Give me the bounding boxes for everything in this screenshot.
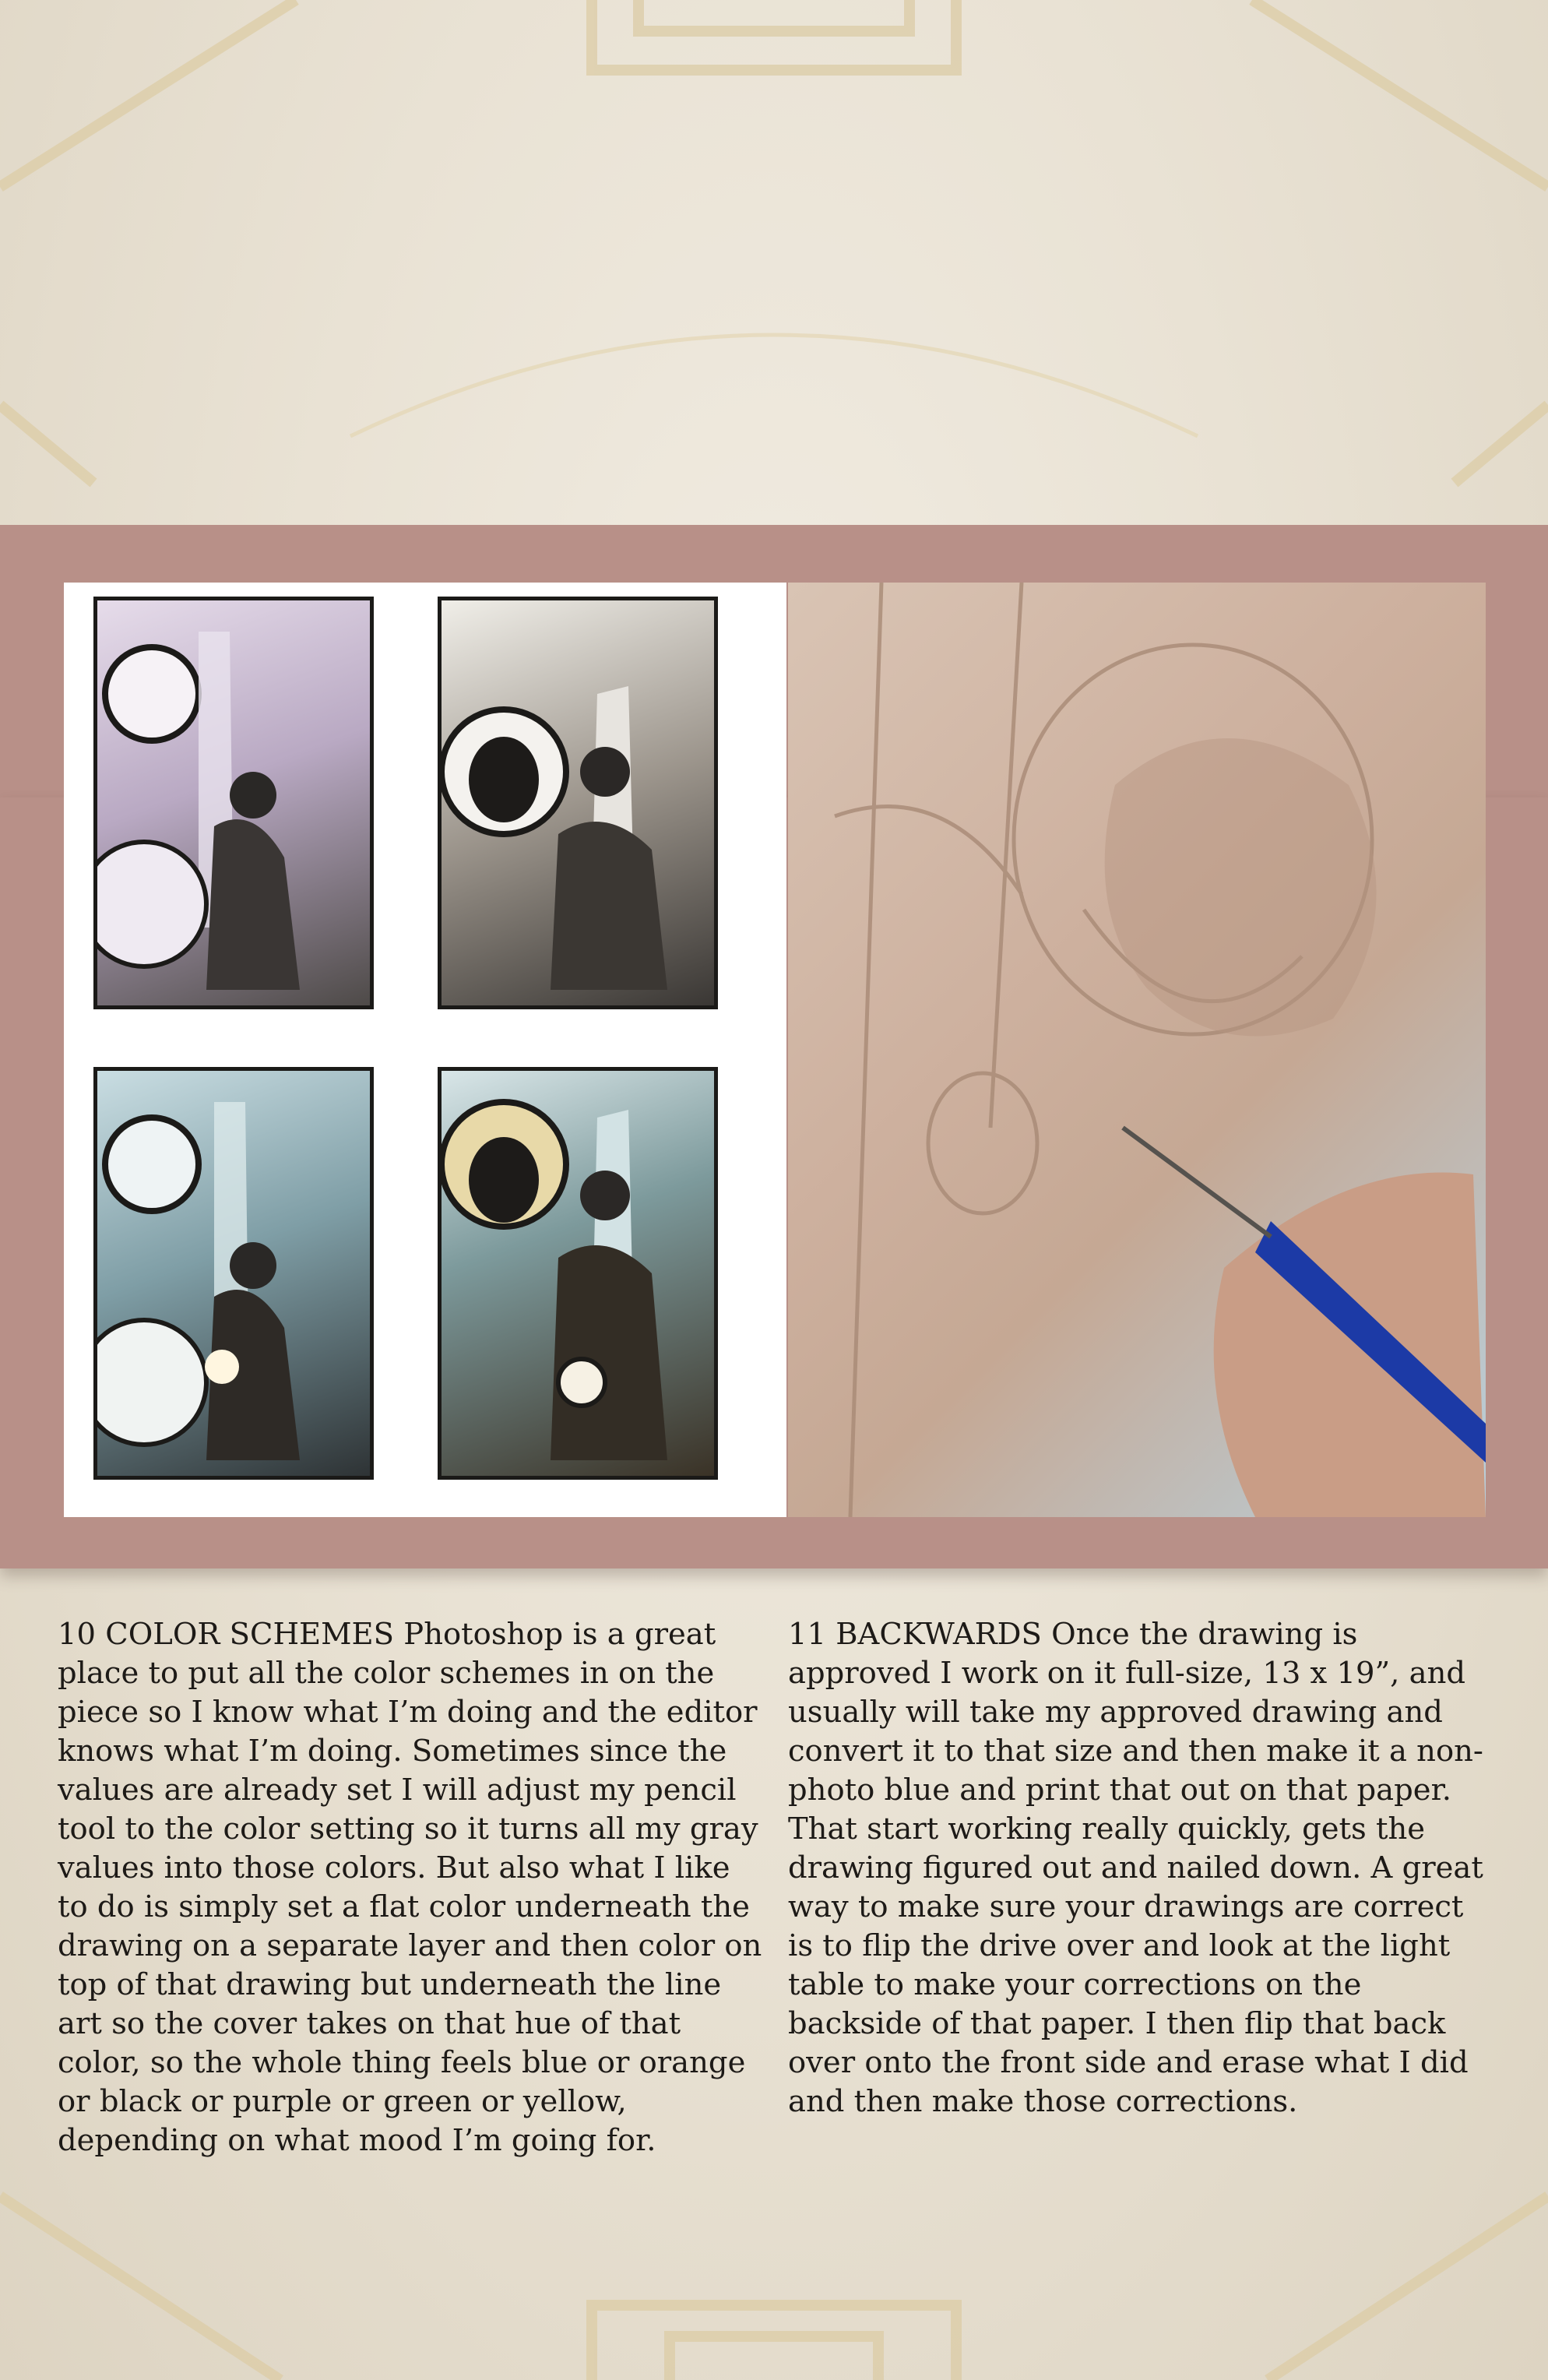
light-table-drawing-photo [788,583,1486,1517]
section-11-number: 11 [788,1617,826,1652]
section-11-heading: BACKWARDS [836,1617,1042,1652]
section-10-heading: COLOR SCHEMES [105,1617,395,1652]
thumbnail-sepia-scheme [438,597,718,1009]
section-10-number: 10 [58,1617,96,1652]
color-scheme-thumbnails [64,583,786,1517]
section-11-text [788,1615,1489,2121]
section-10-body: Photoshop is a great place to put all the color schemes in on the piece so I know what I’m doing and the editor knows what I’m doing. Sometimes since the values are already set I will adjust my pencil tool to the color setting so it turns all my gray values into those colors. But also what I like to do is simply set a flat color underneath the drawing on a separate layer and then color on top of that drawing but underneath the line art so the cover takes on that hue of that color, so the whole thing feels blue or orange or black or purple or green or yellow, depending on what mood I’m going for. [58,1617,762,2158]
section-10-text [58,1615,766,2160]
thumbnail-teal-scheme [438,1067,718,1480]
thumbnail-purple-scheme [93,597,374,1009]
thumbnail-blue-scheme [93,1067,374,1480]
section-11-body: Once the drawing is approved I work on it full-size, 13 x 19”, and usually will take my approved drawing and convert it to that size and then make it a non-photo blue and print that out on that paper. That start working really quickly, gets the drawing figured out and nailed down. A great way to make sure your drawings are correct is to flip the drive over and look at the light table to make your corrections on the backside of that paper. I then flip that back over onto the front side and erase what I did and then make those corrections. [788,1617,1483,2119]
